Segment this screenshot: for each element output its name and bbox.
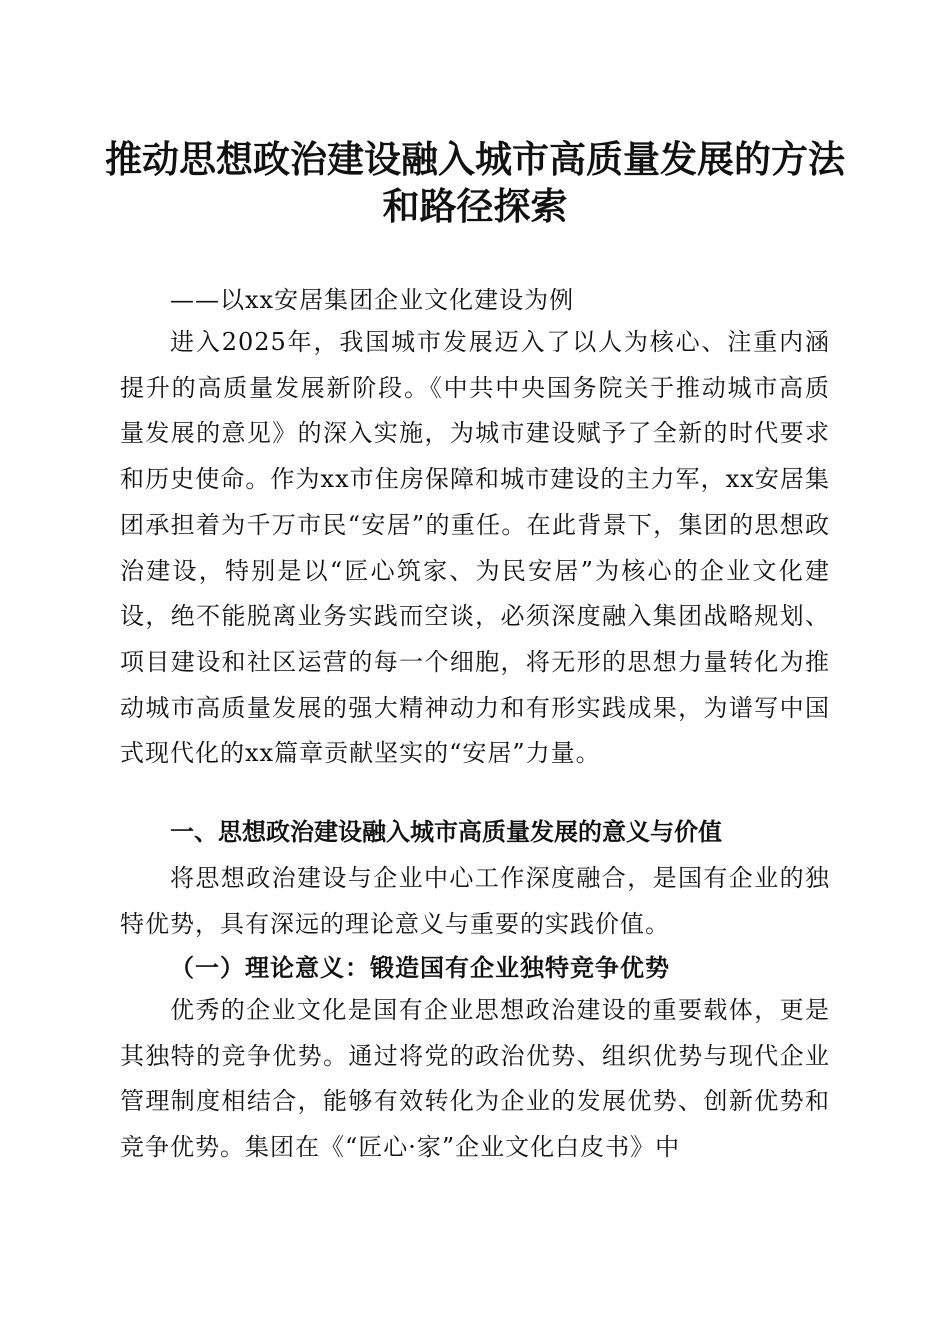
paragraph-section-1: 将思想政治建设与企业中心工作深度融合，是国有企业的独特优势，具有深远的理论意义与重要的实践价值。 — [120, 864, 830, 938]
document-subtitle: ——以xx安居集团企业文化建设为例 — [170, 286, 575, 314]
paragraph-intro: 进入2025年，我国城市发展迈入了以人为核心、注重内涵提升的高质量发展新阶段。《中共中央国务院关于推动城市高质量发展的意见》的深入实施，为城市建设赋予了全新的时代要求和历史使命。作为xx市住房保障和城市建设的主力军，xx安居集团承担着为千万市民“安居”的重任。在此背景下，集团的思想政治建设，特别是以“匠心筑家、为民安居”为核心的企业文化建设，绝不能脱离业务实践而空谈，必须深度融入集团战略规划、项目建设和社区运营的每一个细胞，将无形的思想力量转化为推动城市高质量发展的强大精神动力和有形实践成果，为谱写中国式现代化的xx篇章贡献坚实的“安居”力量。 — [120, 328, 830, 768]
section-heading-1: 一、思想政治建设融入城市高质量发展的意义与价值 — [170, 818, 722, 846]
paragraph-subsection-1: 优秀的企业文化是国有企业思想政治建设的重要载体，更是其独特的竞争优势。通过将党的政治优势、组织优势与现代企业管理制度相结合，能够有效转化为企业的发展优势、创新优势和竞争优势。集团在《“匠心·家”企业文化白皮书》中 — [120, 996, 830, 1162]
document-title-line-2: 和路径探索 — [382, 185, 568, 228]
subsection-heading-1: （一）理论意义：锻造国有企业独特竞争优势 — [170, 953, 670, 982]
document-title-line-1: 推动思想政治建设融入城市高质量发展的方法 — [105, 138, 845, 181]
